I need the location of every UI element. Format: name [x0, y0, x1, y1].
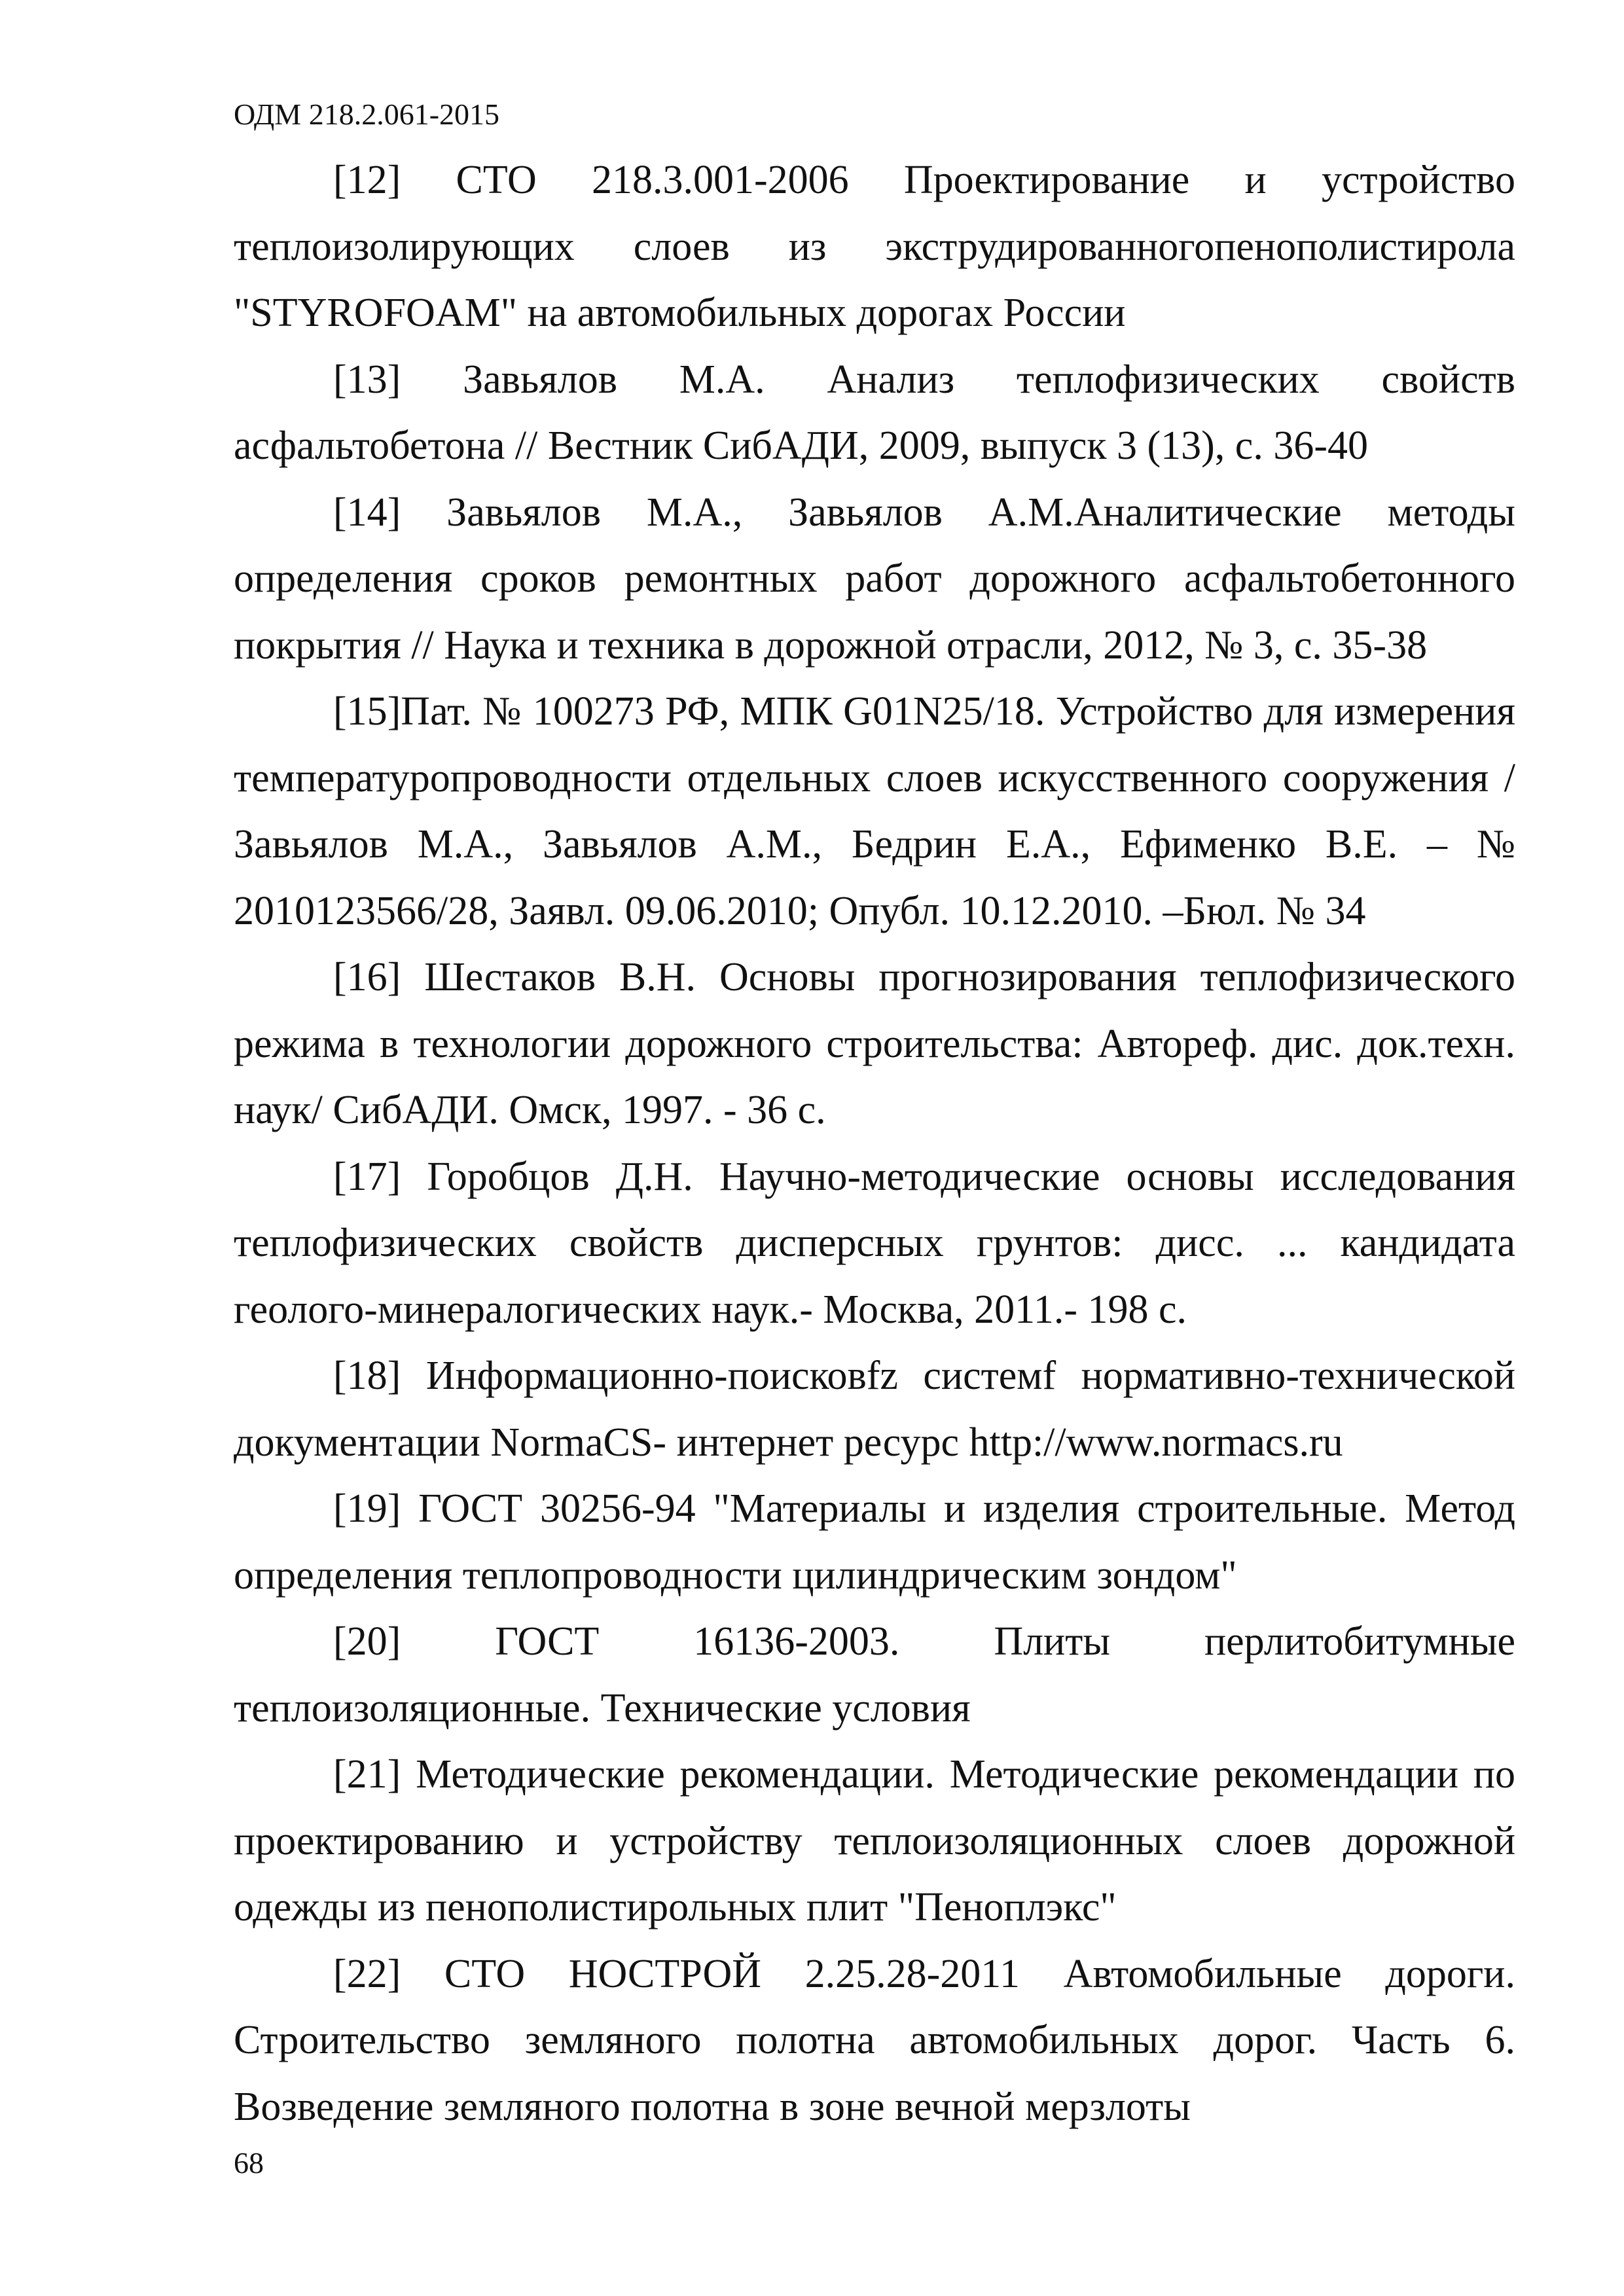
reference-item-15: [15]Пат. № 100273 РФ, МПК G01N25/18. Устройство для измерения температуропроводности отдельных слоев искусственного сооружения / Завьялов М.А., Завьялов А.М., Бедрин Е.А., Ефименко В.Е. – № 2010123566/28, Заявл. 09.06.2010; Опубл. 10.12.2010. –Бюл. № 34	[234, 689, 1515, 933]
reference-item-16: [16] Шестаков В.Н. Основы прогнозирования теплофизического режима в технологии дорожного строительства: Автореф. дис. док.техн. наук/ СибАДИ. Омск, 1997. - 36 с.	[234, 955, 1515, 1132]
reference-item-12: [12] СТО 218.3.001-2006 Проектирование и устройство теплоизолирующих слоев из экструдированногопенополистирола "STYROFOAM" на автомобильных дорогах России	[234, 158, 1515, 335]
reference-item-17: [17] Горобцов Д.Н. Научно-методические основы исследования теплофизических свойств дисперсных грунтов: дисс. ... кандидата геолого-минералогических наук.- Москва, 2011.- 198 с.	[234, 1154, 1515, 1332]
reference-list	[234, 147, 1515, 2140]
reference-item-18: [18] Информационно-поисковfz системf нормативно-технической документации NormaCS- интернет ресурс http://www.normacs.ru	[234, 1354, 1515, 1465]
reference-item-21: [21] Методические рекомендации. Методические рекомендации по проектированию и устройству теплоизоляционных слоев дорожной одежды из пенополистирольных плит "Пеноплэкс"	[234, 1752, 1515, 1929]
reference-item-14: [14] Завьялов М.А., Завьялов А.М.Аналитические методы определения сроков ремонтных работ дорожного асфальтобетонного покрытия // Наука и техника в дорожной отрасли, 2012, № 3, с. 35-38	[234, 490, 1515, 668]
reference-item-22: [22] СТО НОСТРОЙ 2.25.28-2011 Автомобильные дороги. Строительство земляного полотна автомобильных дорог. Часть 6. Возведение земляного полотна в зоне вечной мерзлоты	[234, 1951, 1515, 2129]
document-code-header: ОДМ 218.2.061-2015	[234, 98, 500, 131]
page-number: 68	[234, 2146, 264, 2179]
reference-item-19: [19] ГОСТ 30256-94 "Материалы и изделия строительные. Метод определения теплопроводности цилиндрическим зондом"	[234, 1486, 1515, 1598]
reference-item-20: [20] ГОСТ 16136-2003. Плиты перлитобитумные теплоизоляционные. Технические условия	[234, 1619, 1515, 1731]
reference-item-13: [13] Завьялов М.А. Анализ теплофизических свойств асфальтобетона // Вестник СибАДИ, 2009, выпуск 3 (13), с. 36-40	[234, 357, 1515, 468]
